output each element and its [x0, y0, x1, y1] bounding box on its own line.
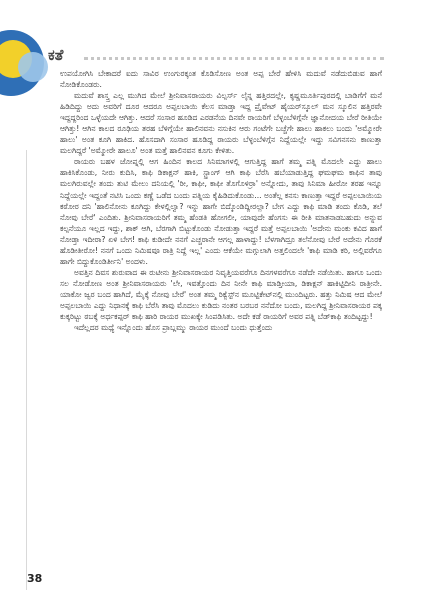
paragraph-4: ಅವತ್ತಿನ ದಿವಸ ಶುರುವಾದ ಈ ರುಟೀನು ಶ್ರೀನಿವಾಸರಾಯರ ನಿವೃತ್ತಿಯವರೆಗೂ ದಿನಗಳವರೆಗೂ ನಡೆದೇ ನಡೆಯಿತು. ಹಾಗೂ ಒಂದು ಸಲ ನೋಡೋಣ ಅಂತ ಶ್ರೀನಿವಾಸರಾಯರು 'ಲೇ, ಇವತ್ತೊಂದು ದಿನ ನೀನೇ ಕಾಫಿ ಮಾಡ್ತೀಯಾ, ಡಿಕಾಕ್ಷನ್ ಹಾಕಿಟ್ಟಿದೀನಿ ರಾತ್ರೀನೇ. ಯಾಕೋ ಜ್ವರ ಬಂದ ಹಾಗಿದೆ, ಮೈಕ್ಕೆ ನೋವು ಬೇರೆ' ಅಂತ ತಮ್ಮ ರಿಕ್ವೆಸ್ಟ್‌ನ ಮೂಟ್ಟಿಕೇಟ್‌ನಲ್ಲಿ ಮುಂದಿಟ್ಟರು. ಹತ್ತು ನಿಮಿಷ ಆದ ಮೇಲೆ ಅಪ್ಪಲಬಾಯಿ ಎದ್ದು ನಿಧಾನಕ್ಕೆ ಕಾಫಿ ಬೆರೆಸಿ ತಾವು ಮೊದಲು ಕುಡಿದು ನಂತರ ಬರಬರ ನನೆದೋ ಬಂದು, ಮಲಗಿದ್ದ ಶ್ರೀನಿವಾಸರಾಯರ ಪಕ್ಕ ಕುಕ್ಕರಿಟ್ಟು ಠಬಕ್ಕೆ ಅರ್ಧಕಪ್ಪರ್ ಕಾಫಿ ಹಾರಿ ರಾಯರ ಮುಖಕ್ಕೇ ಸಿಂಪಡಿಸಿತು. ಅದೇ ಕಡೆ ರಾಯರಿಗೆ ಅವರ ಪತ್ನಿ ಬೆಡ್‌ಕಾಫಿ ತಂದಿಟ್ಟದ್ದು!: [60, 267, 382, 322]
paragraph-1: ಉಪಯೋಗಿಸಿ ಬೇಕಾದರೆ ಐದು ಸಾವಿರ ಉಂಗುರಕ್ಕಂತ ಕೊಡಿಸೋಣ ಅಂತ ಅಪ್ಪ ಬೇರೆ ಹೇಳಿಸಿ ಮದುವೆ ನಡೆದುಬಿಡುವ ಹಾಗೆ ನೋಡಿಕೊಂಡರು.: [60, 69, 382, 90]
light-blue-circle-decoration: [18, 52, 48, 82]
paragraph-2: ಮದುವೆ ಶಾಸ್ತ್ರ ಎಲ್ಲ ಮುಗಿದ ಮೇಲೆ ಶ್ರೀನಿವಾಸರಾಯರು ವಿಲ್ಪರ್ಸ್ ಲೈನ್ನ ಹತ್ತಿರದಲ್ಲೇ, ಕೃಷ್ಣಮೂರ್ತಿಪುರದಲ್ಲಿ ಬಾಡಿಗೆಗೆ ಮನೆ ಹಿಡಿದಿದ್ದು ಅದು ಅವರಿಗೆ ದೂರ ಆದರೂ ಅಪ್ಪಲಬಾಯಿ ಕೆಲಸ ಮಾಡ್ತಾ ಇದ್ದ ಪ್ರೈವೇಟ್ ಹೈಯರ್‌ಸ್ಕೂಲ್ ಮನ ಸ್ಕೂಲಿನ ಹತ್ತಿರವೇ ಇದ್ದದ್ದರಿಂದ ಒಳ್ಳೆಯದೇ ಆಗಿತ್ತು. ಆದರೆ ಸಂಸಾರ ಹೂಡಿದ ಎರಡನೆಯ ದಿನವೇ ರಾಯರಿಗೆ ಬೆಳ್ಳಂಬೆಳಿಗ್ಗೆನೇ ಜ್ಞಾನೋದಯ ಬೇರೆ ರೀತಿಯೇ ಆಗಿತ್ತು! ಆಗಿನ ಕಾಲದ ರೂಢಿಯ ತರಹ ಬೆಳಿಗ್ಗೆಯೇ ಹಾಲಿನವನು ನಸುಕಿನ ಆರು ಗಂಟೆಗೇ ಬಚ್ಚೆಗೇ ಹಾಲು ಹಾಕಲು ಬಂದು 'ಅಮ್ಮೋರೇ ಹಾಲು' ಅಂತ ಕೂಗಿ ಹಾಕಿದ. ಹೊಸದಾಗಿ ಸಂಸಾರ ಹೂಡಿದ್ದ ರಾಯರು ಬೆಳ್ಳಂಬೆಳಿಗ್ಗೆನ ನಿದ್ದೆಯಲ್ಲೇ ಇದ್ದು ಸವಿಗನಸನು ಕಾಣುತ್ತಾ ಮಲಗಿದ್ದರೆ 'ಅಮ್ಮೋರೇ ಹಾಲೂ' ಅಂತ ಮತ್ತೆ ಹಾಲಿನವನ ಕೂಗು ಕೇಳಿತು.: [60, 91, 382, 156]
dotted-divider: [84, 57, 384, 60]
margin-rule: [26, 150, 27, 590]
section-title: ಕತೆ: [48, 46, 64, 64]
page-number: 38: [27, 572, 43, 585]
article-body: [60, 68, 382, 333]
paragraph-3: ರಾಯರು ಬಹಳ ಜೋಪ್ನಲ್ಲಿ ಆಗ ಹಿಂದಿನ ಕಾಲದ ಸಿನಿಮಾಗಳಲ್ಲಿ ಆಗುತ್ತಿದ್ದ ಹಾಗೆ ತಮ್ಮ ಪತ್ನಿ ಮೊದಲೇ ಎದ್ದು ಹಾಲು ಹಾಕಿಸಿಕೊಂಡು, ನೀರು ಕುದಿಸಿ, ಕಾಫಿ ಡಿಕಾಕ್ಷನ್ ಹಾಕಿ, ಸ್ಟ್ರಾಂಗ್ ಆಗಿ ಕಾಫಿ ಬೆರೆಸಿ ಹಬೆಯಾಡುತ್ತಿದ್ದ ಘಮಘಮ ಕಾಫಿನ ತಾವು ಮಲಗಿರುವಲ್ಲೇ ತಂದು ತುಟಿ ಮೇಲು ದನಿಯಲ್ಲಿ 'ರೀ, ಕಾಫೀ, ಕಾಫೀ ತೊಗೊಳಿರ್ರಾ' ಅನ್ನೋದು, ತಾವು ಸಿನಿಮಾ ಹೀರೋ ತರಹ ಇನ್ನೂ ನಿದ್ದೆಯಲ್ಲೇ ಇದ್ದಂತೆ ನಟಿಸಿ ಒಂದು ಕಣ್ಣೆ ಒಡೆದ ಬಂದು ಪತ್ನಿಯ ಕೈಹಿಡಿದುಕೊಂಡು... ಅಂತೆಲ್ಲ ಕನಸು ಕಾಣುತ್ತಾ ಇದ್ದರೆ ಅಪ್ಪಲಬಾಯಿಯ ಕಠೋರ ದನಿ 'ಹಾಲಿನೋನು ಕೂಗಿದ್ದು ಕೇಳಲ್ಲಿಲ್ವಾ? ಇನ್ನು ಹಾಗೇ ಬಿದ್ಕೊಂಡಿದ್ದೀರಲ್ಲಾ? ಬೇಗ ಎದ್ದು ಕಾಫಿ ಮಾಡಿ ತಂದು ಕೊಡಿ, ತಲೆ ನೋವು ಬೇರೆ' ಎಂದಿತು. ಶ್ರೀನಿವಾಸರಾಯರಿಗೆ ತಮ್ಮ ಹೆಂಡತಿ ಹೋಗಲೀ, ಯಾವುದೇ ಹೆಂಗಸು ಈ ರೀತಿ ಮಾತನಾಡಬಹುದು ಅನ್ನುವ ಕಲ್ಪನೆಯೂ ಇಲ್ಲದ ಇದ್ದು, ಶಾಕ್ ಆಗಿ, ಬೆರಗಾಗಿ ಬಿಟ್ಟುಕೊಂಡು ನೋಡುತ್ತಾ ಇದ್ದರೆ ಮತ್ತೆ ಅಪ್ಪಲಬಾಯಿ 'ಅದೇನು ಮಂಕು ಕವಿದ ಹಾಗೆ ನೋಡ್ತಾ ಇದೀರಾ? ಏಳಿ ಬೇಗ! ಕಾಫಿ ಕುಡೀದೇ ನನಗೆ ಎಚ್ಚರಾನೇ ಆಗಲ್ಲ ಹಾಳಾದ್ದು! ಬೆಳಗಾಗಿದ್ರೂ ತಲೆನೋವು ಬೇರೆ ಅದೇನು ಗೊರಕೆ ಹೊಡೀತೀರೋ! ನನಗೆ ಒಂದು ನಿಮಿಷವೂ ರಾತ್ರಿ ನಿದ್ದೆ ಇಲ್ಲ' ಎಂದು ಆಕೆಯೇ ಮಗ್ಗುಲಾಗಿ ಅತ್ತಲಿಂದಲೇ 'ಕಾಫಿ ಮಾಡಿ ಕರಿ, ಅಲ್ಲಿವರೆಗೂ ಹಾಗೇ ಬಿದ್ದುಕೊಂಡಿರ್ತೀನಿ' ಅಂದಳು.: [60, 157, 382, 266]
paragraph-5: ಇದೆಲ್ಲದರ ಮಧ್ಯೆ ಇನ್ನೊಂದು ಹೊಸ ಪ್ರಾಬ್ಲಮ್ಮು ರಾಯರ ಮುಂದೆ ಬಂದು ಧುತ್ತೆಂದು: [74, 323, 273, 333]
